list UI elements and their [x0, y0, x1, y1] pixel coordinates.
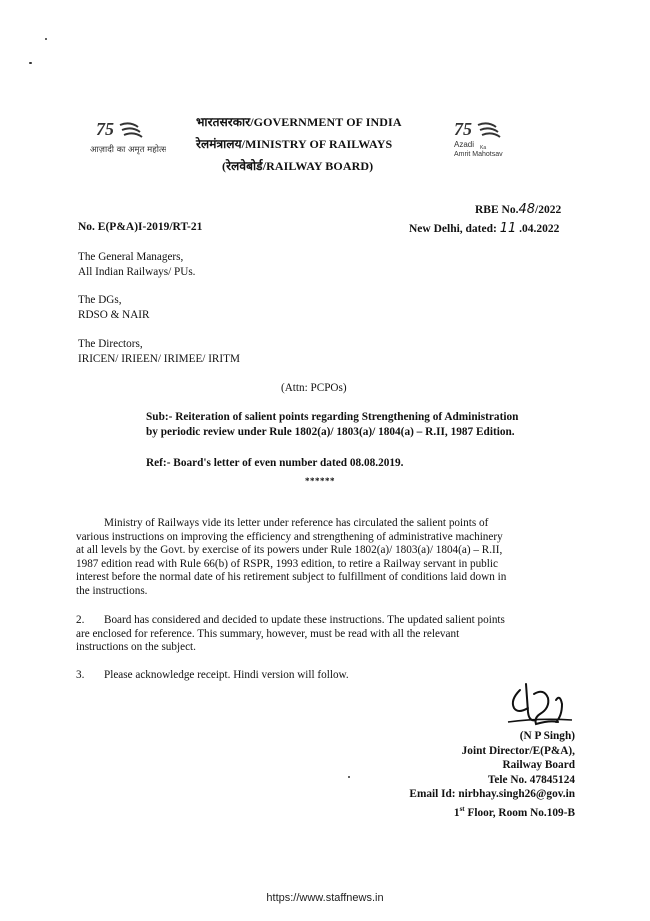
paragraph-3-number: 3. — [76, 669, 85, 681]
rbe-number: RBE No.48/2022 — [475, 202, 562, 217]
attention-line: (Attn: PCPOs) — [281, 382, 347, 394]
azadi-ka-amrit-mahotsav-logo-english — [452, 116, 532, 166]
header-government: भारतसरकार/GOVERNMENT OF INDIA — [196, 115, 402, 129]
signatory-office: Railway Board — [502, 759, 575, 772]
subject: Sub:- Reiteration of salient points regarding Strengthening of Administration by periodic review under Rule 1802(a)/ 1803(a)/ 1804(a) – R.II, 1987 Edition. — [146, 411, 519, 438]
signatory-designation: Joint Director/E(P&A), — [461, 744, 575, 757]
addressee-directors: The Directors, IRICEN/ IRIEEN/ IRIMEE/ IRITM — [78, 338, 240, 365]
addressee-dgs: The DGs, RDSO & NAIR — [78, 294, 150, 321]
svg-text:75: 75 — [454, 119, 472, 139]
svg-text:Amrit Mahotsav: Amrit Mahotsav — [454, 151, 503, 158]
signatory-name: (N P Singh) — [519, 730, 575, 742]
letter-date: New Delhi, dated: 11 .04.2022 — [409, 221, 560, 236]
signatory-email: Email Id: nirbhay.singh26@gov.in — [409, 788, 575, 801]
signatory-telephone: Tele No. 47845124 — [487, 773, 575, 786]
header-board: (रेलवेबोर्ड/RAILWAY BOARD) — [222, 159, 374, 173]
handwritten-signature — [506, 680, 576, 732]
footer-url[interactable]: https://www.staffnews.in — [266, 892, 384, 904]
header-ministry: रेलमंत्रालय/MINISTRY OF RAILWAYS — [196, 137, 393, 151]
svg-text:75: 75 — [96, 119, 114, 139]
paragraph-2-number: 2. — [76, 614, 85, 626]
addressee-general-managers: The General Managers, All Indian Railways/ PUs. — [78, 251, 196, 278]
paragraph-2: Board has considered and decided to update these instructions. The updated salient points are enclosed for reference. This summary, however, must be read with all the relevant instructions on the subject. — [76, 614, 505, 654]
svg-text:आज़ादी का अमृत महोत्सव: आज़ादी का अमृत महोत्सव — [90, 145, 166, 155]
file-number: No. E(P&A)I-2019/RT-21 — [78, 221, 203, 233]
paragraph-3: Please acknowledge receipt. Hindi version will follow. — [104, 669, 349, 681]
separator-stars: ****** — [305, 476, 335, 486]
signatory-room: 1st Floor, Room No.109-B — [453, 804, 575, 819]
signatory-block — [0, 729, 575, 820]
azadi-ka-amrit-mahotsav-logo-hindi — [86, 116, 166, 166]
reference-line: Ref:- Board's letter of even number dated 08.08.2019. — [146, 457, 404, 469]
paragraph-1: Ministry of Railways vide its letter under reference has circulated the salient points of various instructions on improving the efficiency and strengthening of administrative machinery at all levels by the Govt. by exercise of its powers under Rule 1802(a)/ 1803(a)/ 1804(a) – R.II, 1987 edition read with Rule 66(b) of RSPR, 1993 edition, to retire a Railway servant in public interest before the normal date of his retirement subject to fulfillment of conditions laid down in the instructions. — [76, 517, 507, 597]
svg-text:Azadi: Azadi — [454, 140, 475, 149]
scan-mark — [45, 38, 47, 40]
svg-text:Ka: Ka — [480, 145, 487, 151]
scan-mark — [29, 62, 32, 64]
